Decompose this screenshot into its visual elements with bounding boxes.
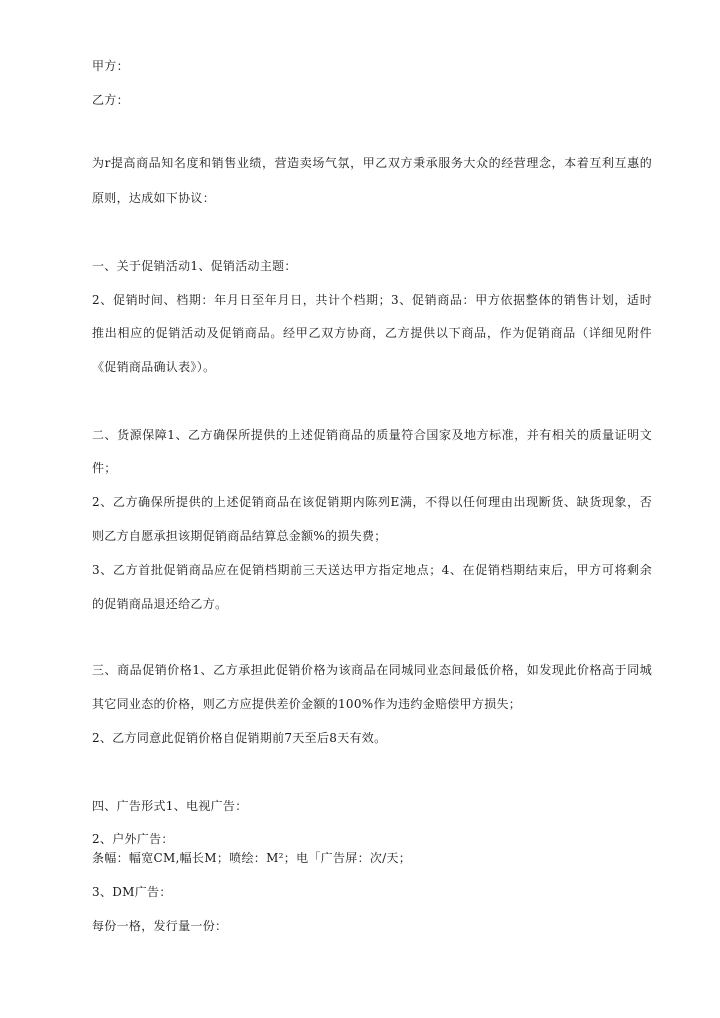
- section-4-line-4: 3、DM广告：: [92, 885, 172, 899]
- section-2-heading: 二、货源保障1、乙方确保所提供的上述促销商品的质量符合国家及地方标准，并有相关的质量证明文: [92, 428, 652, 442]
- section-3-line-3: 2、乙方同意此促销价格自促销期前7天至后8天有效。: [92, 731, 387, 745]
- section-4-heading: 四、广告形式1、电视广告：: [92, 799, 248, 813]
- section-3-line-2: 其它同业态的价格，则乙方应提供差价金额的100%作为违约金赔偿甲方损失；: [92, 697, 522, 711]
- section-2-line-6: 的促销商品退还给乙方。: [92, 597, 228, 611]
- section-2-line-5: 3、乙方首批促销商品应在促销档期前三天送达甲方指定地点；4、在促销档期结束后，甲方可将剩余: [92, 563, 652, 577]
- section-1-line-2: 2、促销时间、档期：年月日至年月日，共计个档期；3、促销商品：甲方依据整体的销售计划，适时: [92, 293, 652, 307]
- section-1-heading: 一、关于促销活动1、促销活动主题：: [92, 259, 297, 273]
- section-4-line-3: 条幅：幅宽CM,幅长M；喷绘：M²；电「广告屏：次/天；: [92, 851, 412, 865]
- section-2-line-4: 则乙方自愿承担该期促销商品结算总金额%的损失费；: [92, 529, 387, 543]
- party-a-label: 甲方：: [92, 59, 129, 73]
- preamble-line-2: 原则，达成如下协议：: [92, 191, 216, 205]
- section-1-line-3: 推出相应的促销活动及促销商品。经甲乙双方协商，乙方提供以下商品，作为促销商品（详细见附件: [92, 326, 652, 340]
- section-2-line-3: 2、乙方确保所提供的上述促销商品在该促销期内陈列E满，不得以任何理由出现断货、缺货现象，否: [92, 495, 652, 509]
- section-4-line-2: 2、户外广告：: [92, 832, 174, 846]
- section-1-line-4: 《促销商品确认表》）。: [92, 360, 216, 374]
- party-b-label: 乙方：: [92, 93, 129, 107]
- section-2-line-2: 件；: [92, 461, 117, 475]
- section-3-heading: 三、商品促销价格1、乙方承担此促销价格为该商品在同城同业态间最低价格，如发现此价格高于同城: [92, 663, 652, 677]
- section-4-line-5: 每份一格，发行量一份：: [92, 919, 228, 933]
- preamble-line-1: 为r提高商品知名度和销售业绩，营造卖场气氛，甲乙双方秉承服务大众的经营理念，本着互利互惠的: [92, 156, 652, 170]
